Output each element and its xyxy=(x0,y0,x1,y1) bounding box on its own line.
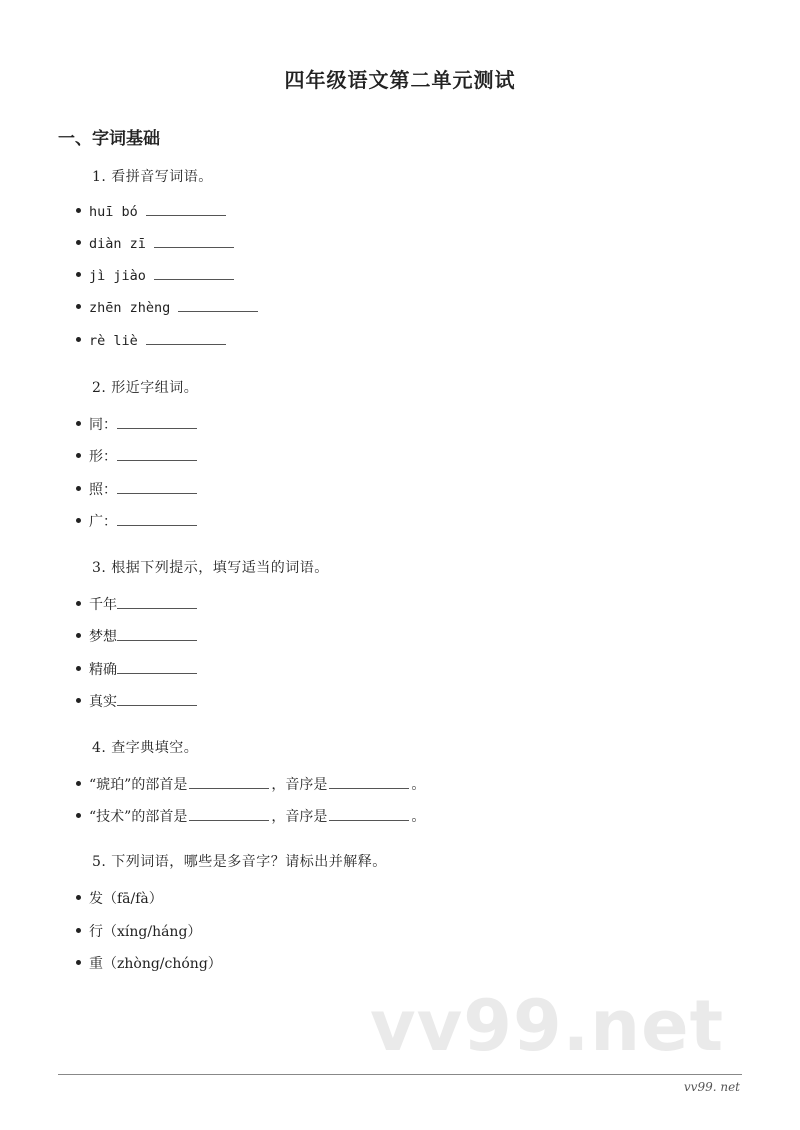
list-item xyxy=(76,299,258,316)
bullet-icon xyxy=(76,304,81,309)
pinyin-text: huī bó xyxy=(89,204,138,220)
bullet-icon xyxy=(76,337,81,342)
bullet-icon xyxy=(76,272,81,277)
answer-blank[interactable] xyxy=(117,416,197,429)
polyphone-text: 行（xíng/háng） xyxy=(89,924,202,940)
question-3-prompt: 3. 根据下列提示，填写适当的词语。 xyxy=(92,560,329,576)
list-item xyxy=(76,888,163,908)
character-label: 形： xyxy=(89,449,117,465)
list-item xyxy=(76,806,425,826)
answer-blank[interactable] xyxy=(178,299,258,312)
fill-text: 。 xyxy=(411,809,426,825)
footer-text: vv99. net xyxy=(683,1080,740,1094)
answer-blank[interactable] xyxy=(189,808,269,821)
fill-text: ，音序是 xyxy=(271,809,328,825)
answer-blank[interactable] xyxy=(117,481,197,494)
bullet-icon xyxy=(76,813,81,818)
list-item xyxy=(76,446,197,466)
bullet-icon xyxy=(76,453,81,458)
word-hint: 精确 xyxy=(89,662,117,678)
list-item xyxy=(76,511,197,531)
fill-text: 。 xyxy=(411,777,426,793)
pinyin-text: rè liè xyxy=(89,333,138,349)
character-label: 照： xyxy=(89,482,117,498)
footer-divider xyxy=(58,1074,742,1075)
answer-blank[interactable] xyxy=(117,596,197,609)
bullet-icon xyxy=(76,960,81,965)
list-item xyxy=(76,267,234,284)
list-item xyxy=(76,235,234,252)
list-item xyxy=(76,479,197,499)
fill-text: ，音序是 xyxy=(271,777,328,793)
list-item xyxy=(76,594,197,614)
answer-blank[interactable] xyxy=(117,661,197,674)
bullet-icon xyxy=(76,601,81,606)
list-item xyxy=(76,953,222,973)
list-item xyxy=(76,691,197,711)
character-label: 同： xyxy=(89,417,117,433)
question-2-prompt: 2. 形近字组词。 xyxy=(92,380,199,396)
answer-blank[interactable] xyxy=(154,235,234,248)
watermark: vv99.net xyxy=(370,985,725,1067)
list-item xyxy=(76,626,197,646)
bullet-icon xyxy=(76,928,81,933)
answer-blank[interactable] xyxy=(154,267,234,280)
list-item xyxy=(76,414,197,434)
page-title: 四年级语文第二单元测试 xyxy=(284,68,516,92)
fill-text: “技术”的部首是 xyxy=(89,809,188,825)
answer-blank[interactable] xyxy=(117,628,197,641)
word-hint: 真实 xyxy=(89,694,117,710)
pinyin-text: zhēn zhèng xyxy=(89,300,171,316)
bullet-icon xyxy=(76,781,81,786)
section-title: 一、字词基础 xyxy=(58,129,160,149)
bullet-icon xyxy=(76,666,81,671)
bullet-icon xyxy=(76,895,81,900)
word-hint: 千年 xyxy=(89,597,117,613)
list-item xyxy=(76,921,201,941)
answer-blank[interactable] xyxy=(117,513,197,526)
bullet-icon xyxy=(76,518,81,523)
list-item xyxy=(76,659,197,679)
answer-blank[interactable] xyxy=(329,808,409,821)
answer-blank[interactable] xyxy=(146,203,226,216)
bullet-icon xyxy=(76,633,81,638)
list-item xyxy=(76,332,226,349)
bullet-icon xyxy=(76,486,81,491)
question-1-prompt: 1. 看拼音写词语。 xyxy=(92,169,213,185)
fill-text: “琥珀”的部首是 xyxy=(89,777,188,793)
pinyin-text: diàn zī xyxy=(89,236,146,252)
question-5-prompt: 5. 下列词语，哪些是多音字？请标出并解释。 xyxy=(92,854,387,870)
answer-blank[interactable] xyxy=(146,332,226,345)
answer-blank[interactable] xyxy=(117,448,197,461)
list-item xyxy=(76,203,226,220)
question-4-prompt: 4. 查字典填空。 xyxy=(92,740,199,756)
bullet-icon xyxy=(76,421,81,426)
answer-blank[interactable] xyxy=(117,693,197,706)
answer-blank[interactable] xyxy=(189,776,269,789)
polyphone-text: 发（fā/fà） xyxy=(89,891,163,907)
bullet-icon xyxy=(76,698,81,703)
bullet-icon xyxy=(76,208,81,213)
word-hint: 梦想 xyxy=(89,629,117,645)
polyphone-text: 重（zhòng/chóng） xyxy=(89,956,222,972)
answer-blank[interactable] xyxy=(329,776,409,789)
pinyin-text: jì jiào xyxy=(89,268,146,284)
list-item xyxy=(76,774,425,794)
character-label: 广： xyxy=(89,514,117,530)
bullet-icon xyxy=(76,240,81,245)
